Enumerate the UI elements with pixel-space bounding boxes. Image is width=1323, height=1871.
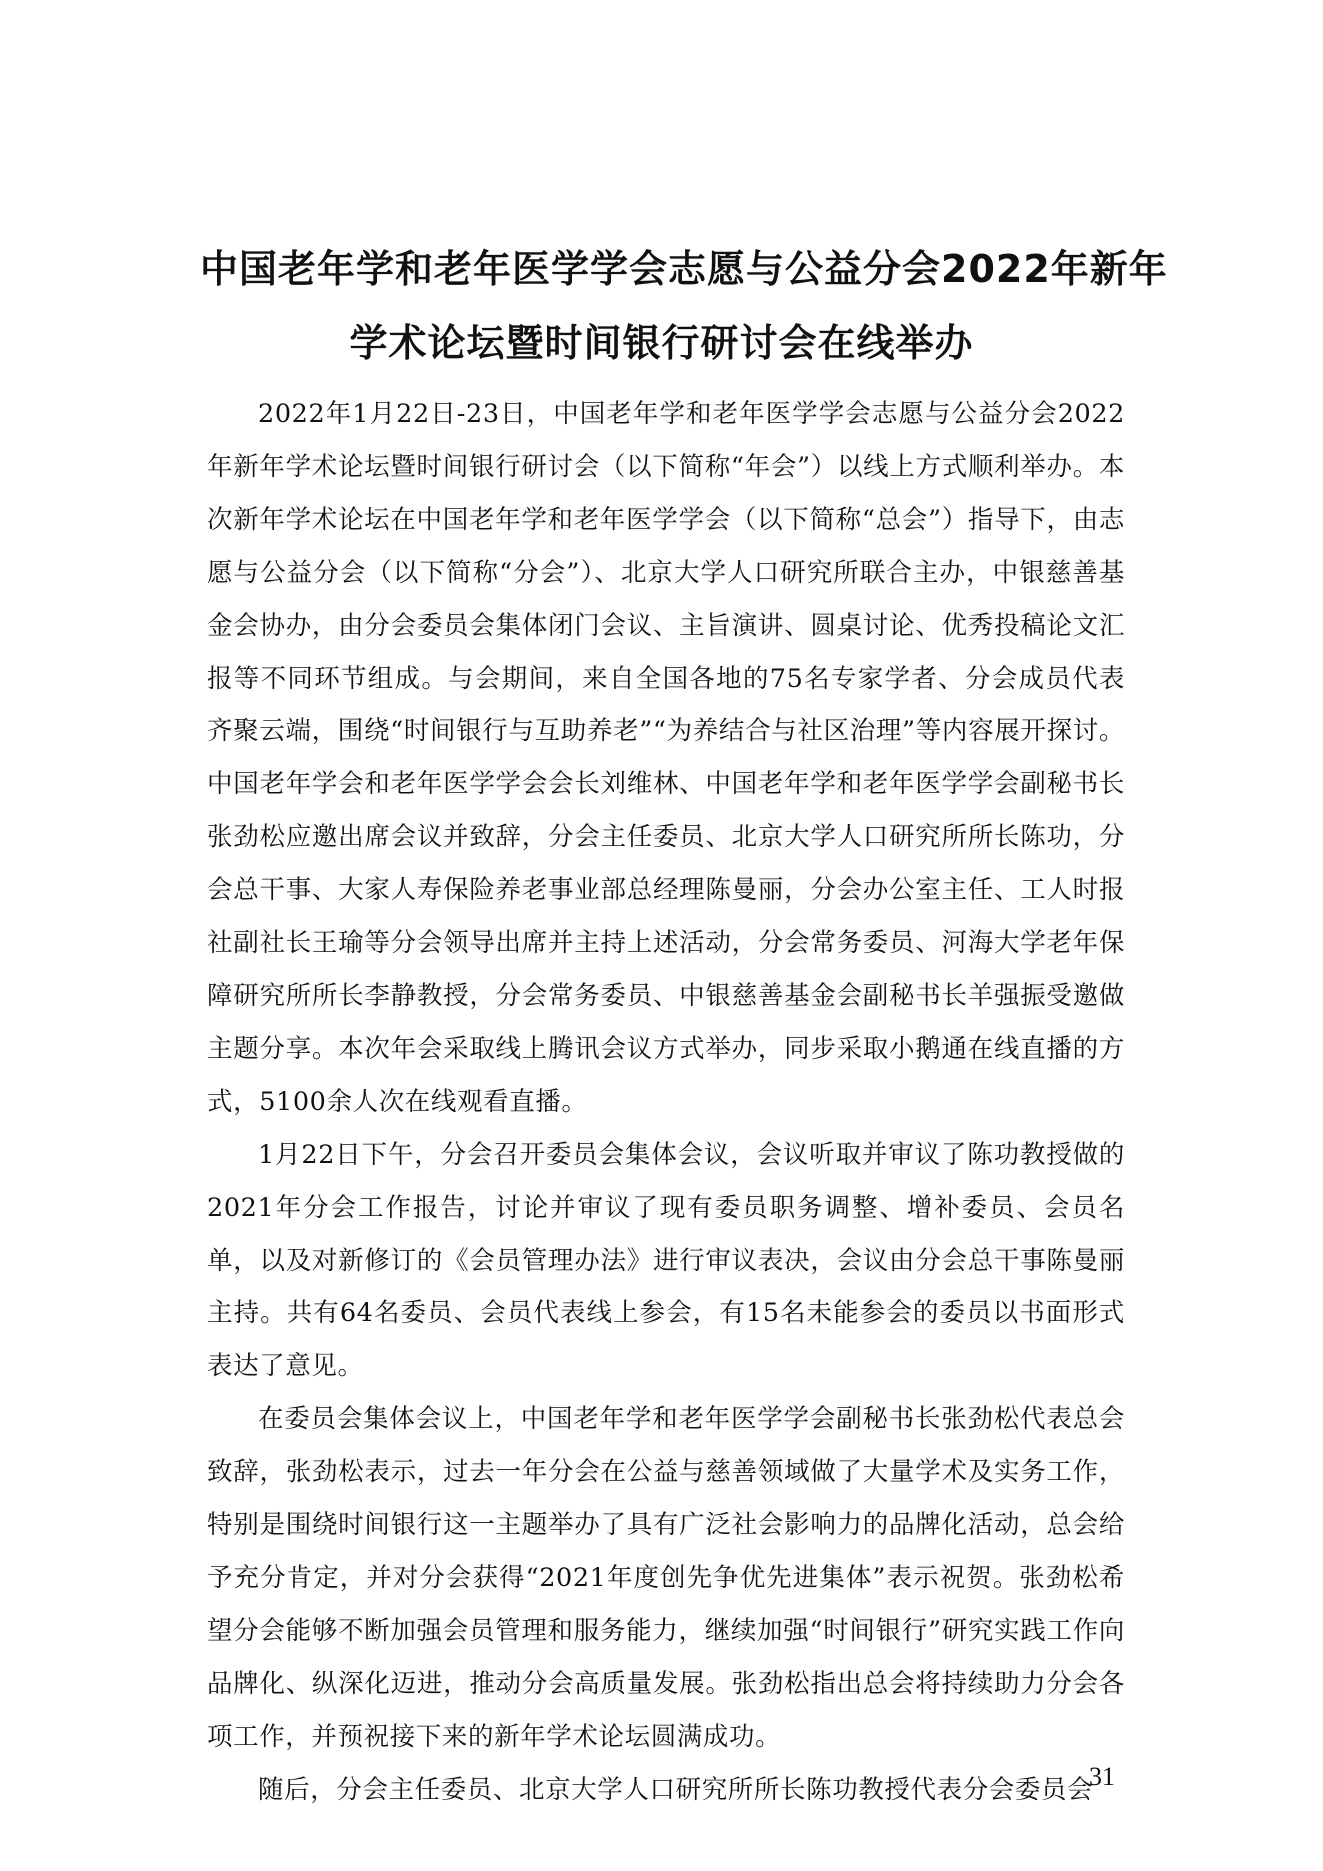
- article-title: [200, 232, 1168, 380]
- paragraph-2: 1月22日下午，分会召开委员会集体会议，会议听取并审议了陈功教授做的2021年分会工作报告，讨论并审议了现有委员职务调整、增补委员、会员名单，以及对新修订的《会员管理办法》进行审议表决，会议由分会总干事陈曼丽主持。共有64名委员、会员代表线上参会，有15名未能参会的委员以书面形式表达了意见。: [207, 1139, 1125, 1382]
- title-line-1: 中国老年学和老年医学学会志愿与公益分会2022年新年: [200, 247, 1168, 291]
- paragraph-1: 2022年1月22日-23日，中国老年学和老年医学学会志愿与公益分会2022年新年学术论坛暨时间银行研讨会（以下简称“年会”）以线上方式顺利举办。本次新年学术论坛在中国老年学和老年医学学会（以下简称“总会”）指导下，由志愿与公益分会（以下简称“分会”）、北京大学人口研究所联合主办，中银慈善基金会协办，由分会委员会集体闭门会议、主旨演讲、圆桌讨论、优秀投稿论文汇报等不同环节组成。与会期间，来自全国各地的75名专家学者、分会成员代表齐聚云端，围绕“时间银行与互助养老”“为养结合与社区治理”等内容展开探讨。中国老年学会和老年医学学会会长刘维林、中国老年学和老年医学学会副秘书长张劲松应邀出席会议并致辞，分会主任委员、北京大学人口研究所所长陈功，分会总干事、大家人寿保险养老事业部总经理陈曼丽，分会办公室主任、工人时报社副社长王瑜等分会领导出席并主持上述活动，分会常务委员、河海大学老年保障研究所所长李静教授，分会常务委员、中银慈善基金会副秘书长羊强振受邀做主题分享。本次年会采取线上腾讯会议方式举办，同步采取小鹅通在线直播的方式，5100余人次在线观看直播。: [207, 399, 1125, 1117]
- article-body: [207, 388, 1125, 1816]
- title-line-2: 学术论坛暨时间银行研讨会在线举办: [349, 321, 974, 365]
- page-number: 31: [1089, 1762, 1115, 1791]
- paragraph-4: 随后，分会主任委员、北京大学人口研究所所长陈功教授代表分会委员会: [258, 1774, 1094, 1805]
- paragraph-3: 在委员会集体会议上，中国老年学和老年医学学会副秘书长张劲松代表总会致辞，张劲松表示，过去一年分会在公益与慈善领域做了大量学术及实务工作，特别是围绕时间银行这一主题举办了具有广泛社会影响力的品牌化活动，总会给予充分肯定，并对分会获得“2021年度创先争优先进集体”表示祝贺。张劲松希望分会能够不断加强会员管理和服务能力，继续加强“时间银行”研究实践工作向品牌化、纵深化迈进，推动分会高质量发展。张劲松指出总会将持续助力分会各项工作，并预祝接下来的新年学术论坛圆满成功。: [207, 1404, 1125, 1752]
